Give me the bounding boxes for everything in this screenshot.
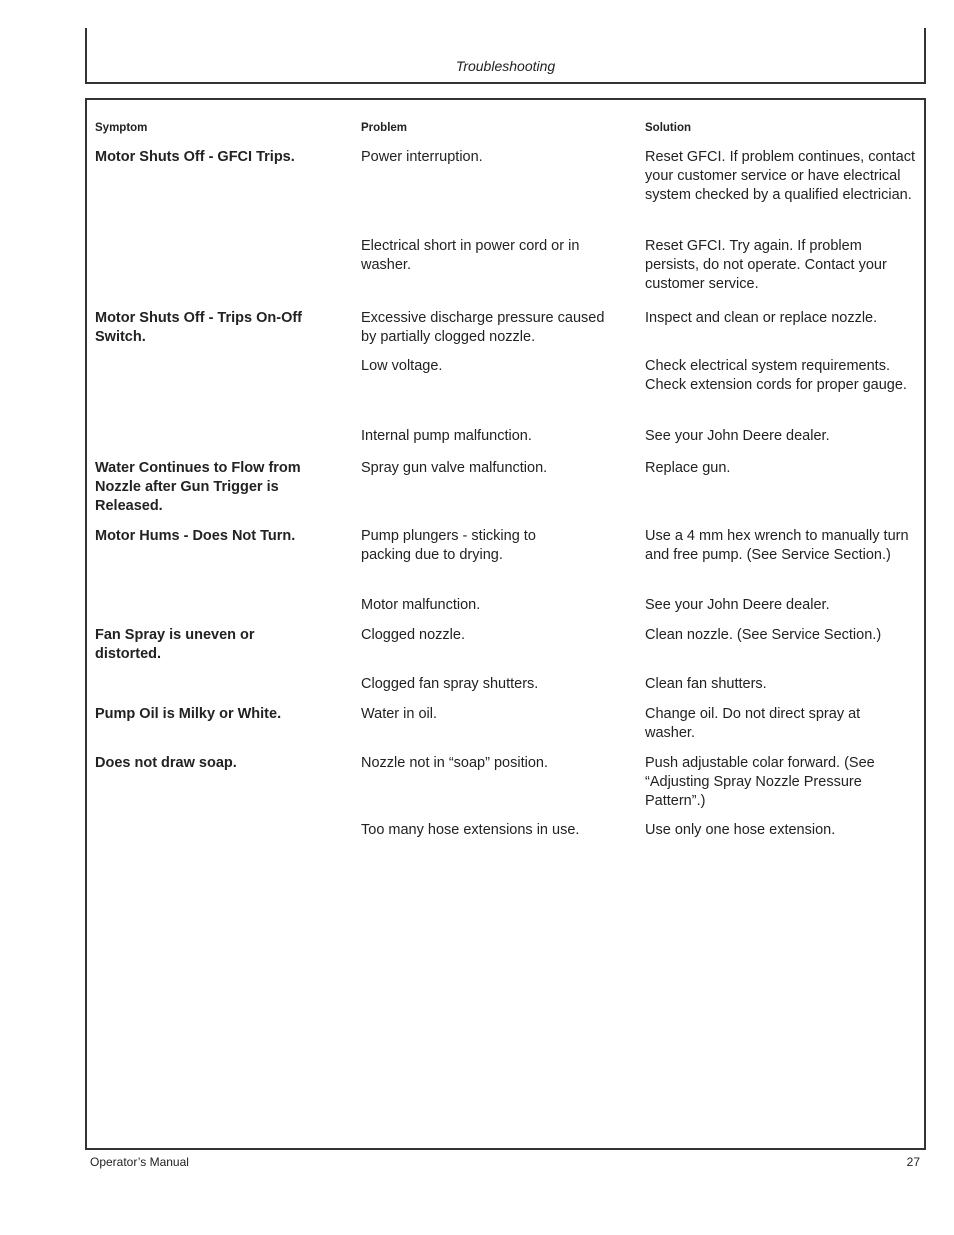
row-problem: Too many hose extensions in use. (361, 822, 580, 838)
row-problem: Clogged nozzle. (361, 627, 465, 643)
row-solution: Replace gun. (645, 460, 731, 476)
row-solution: Check electrical system requirements. Check extension cords for proper gauge. (645, 358, 907, 393)
row-solution: See your John Deere dealer. (645, 597, 830, 613)
row-problem: Low voltage. (361, 358, 443, 374)
row-symptom: Pump Oil is Milky or White. (95, 706, 282, 722)
row-solution: Reset GFCI. Try again. If problem persists, do not operate. Contact your customer service. (645, 238, 887, 292)
row-symptom: Motor Hums - Does Not Turn. (95, 528, 296, 544)
row-problem: Internal pump malfunction. (361, 428, 532, 444)
page-title: Troubleshooting (455, 58, 556, 74)
row-solution: See your John Deere dealer. (645, 428, 830, 444)
row-problem: Excessive discharge pressure caused by partially clogged nozzle. (361, 310, 605, 345)
page-number: 27 (906, 1155, 920, 1169)
row-solution: Use only one hose extension. (645, 822, 836, 838)
row-solution: Push adjustable colar forward. (See “Adjusting Spray Nozzle Pressure Pattern”.) (645, 755, 875, 809)
row-solution: Clean nozzle. (See Service Section.) (645, 627, 882, 643)
row-problem: Motor malfunction. (361, 597, 481, 613)
row-solution: Clean fan shutters. (645, 676, 767, 692)
row-symptom: Does not draw soap. (95, 755, 237, 771)
header-box (85, 28, 926, 84)
row-symptom: Motor Shuts Off - Trips On-Off Switch. (95, 310, 303, 345)
row-symptom: Water Continues to Flow from Nozzle after Gun Trigger is Released. (95, 460, 301, 514)
row-problem: Clogged fan spray shutters. (361, 676, 539, 692)
row-problem: Pump plungers - sticking to packing due to drying. (361, 528, 536, 563)
row-solution: Change oil. Do not direct spray at washer. (645, 706, 861, 741)
row-solution: Use a 4 mm hex wrench to manually turn and free pump. (See Service Section.) (645, 528, 909, 563)
row-solution: Reset GFCI. If problem continues, contact your customer service or have electrical system checked by a qualified electrician. (645, 149, 915, 203)
row-problem: Spray gun valve malfunction. (361, 460, 548, 476)
row-symptom: Fan Spray is uneven or distorted. (95, 627, 255, 662)
column-header-solution: Solution (645, 122, 691, 134)
footer-manual-title: Operator’s Manual (90, 1155, 189, 1169)
row-problem: Nozzle not in “soap” position. (361, 755, 548, 771)
column-header-symptom: Symptom (95, 122, 148, 134)
row-problem: Water in oil. (361, 706, 438, 722)
row-problem: Electrical short in power cord or in washer. (361, 238, 580, 273)
row-problem: Power interruption. (361, 149, 483, 165)
row-symptom: Motor Shuts Off - GFCI Trips. (95, 149, 295, 165)
row-solution: Inspect and clean or replace nozzle. (645, 310, 878, 326)
column-header-problem: Problem (361, 122, 408, 134)
